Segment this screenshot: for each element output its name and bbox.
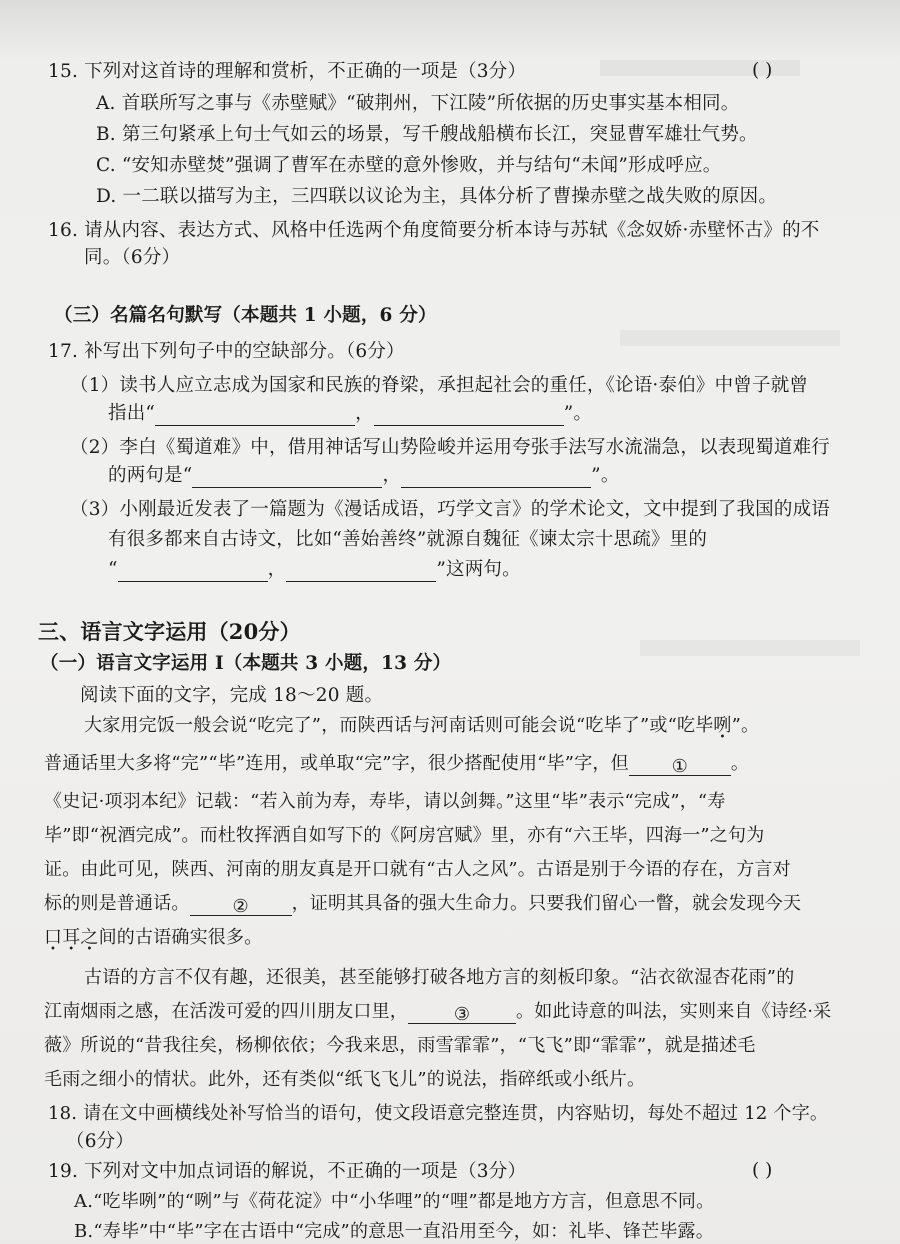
passage-p2-line1: 古语的方言不仅有趣，还很美，甚至能够打破各地方言的刻板印象。“沾衣欲湿杏花雨”的 <box>84 967 795 988</box>
q15-option-c: C. “安知赤壁焚”强调了曹军在赤壁的意外惨败，并与结句“未闻”形成呼应。 <box>96 155 722 176</box>
q16-line-2: 同。（6分） <box>84 247 181 268</box>
text-fragment: 江南烟雨之感，在活泼可爱的四川朋友口里， <box>44 1001 408 1022</box>
passage-p1-line6 <box>44 892 801 916</box>
passage-intro: 阅读下面的文字，完成 18～20 题。 <box>80 685 384 706</box>
blank-1[interactable]: ① <box>629 755 731 776</box>
passage-p1-line1 <box>84 714 759 738</box>
passage-p2-line2 <box>44 1000 831 1024</box>
q17-part1-line2 <box>108 402 592 426</box>
passage-p1-line4: 毕”即“祝酒完成”。而杜牧挥洒自如写下的《阿房宫赋》里，亦有“六王毕，四海一”之句为 <box>44 825 765 846</box>
text-fragment: ”。 <box>563 403 593 424</box>
subsection-heading-language-use-1: （一）语言文字运用 I（本题共 3 小题，13 分） <box>40 653 452 674</box>
q15-answer-bracket[interactable]: ( ) <box>752 60 773 81</box>
text-fragment: ， <box>355 403 374 424</box>
text-fragment: ”。 <box>731 715 760 736</box>
fill-blank-input[interactable] <box>192 467 382 488</box>
q19-stem: 19. 下列对文中加点词语的解说，不正确的一项是（3分） <box>48 1161 527 1182</box>
q15-stem: 15. 下列对这首诗的理解和赏析，不正确的一项是（3分） <box>48 61 527 82</box>
passage-p1-line3: 《史记·项羽本纪》记载：“若入前为寿，寿毕，请以剑舞。”这里“毕”表示“完成”，“寿 <box>44 791 726 812</box>
dotted-word: 口 <box>44 927 63 948</box>
text-fragment: 间的古语确实很多。 <box>98 927 263 948</box>
text-fragment: 。 <box>730 753 750 774</box>
text-fragment: 。如此诗意的叫法，实则来自《诗经·采 <box>516 1001 832 1022</box>
fill-blank-input[interactable] <box>401 467 591 488</box>
bleed-through-mark <box>620 330 840 346</box>
part-heading-language-use: 三、语言文字运用（20分） <box>38 619 301 644</box>
q19-answer-bracket[interactable]: ( ) <box>752 1160 773 1181</box>
dotted-word: 咧 <box>713 715 732 736</box>
blank-3[interactable]: ③ <box>408 1003 516 1024</box>
dotted-word: 耳 <box>62 927 81 948</box>
q16-line-1: 16. 请从内容、表达方式、风格中任选两个角度简要分析本诗与苏轼《念奴娇·赤壁怀古》的不 <box>48 220 820 241</box>
q17-stem: 17. 补写出下列句子中的空缺部分。（6分） <box>48 341 405 362</box>
fill-blank-input[interactable] <box>374 405 564 426</box>
text-fragment: ， <box>267 559 287 580</box>
text-fragment: 大家用完饭一般会说“吃完了”，而陕西话与河南话则可能会说“吃毕了”或“吃毕 <box>84 715 714 736</box>
text-fragment: ”这两句。 <box>436 559 521 580</box>
fill-blank-input[interactable] <box>155 405 355 426</box>
q17-part1-line1: （1）读书人应立志成为国家和民族的脊梁，承担起社会的重任，《论语·泰伯》中曾子就曾 <box>70 375 809 396</box>
fill-blank-input[interactable] <box>118 561 268 582</box>
text-fragment: ，证明其具备的强大生命力。只要我们留心一瞥，就会发现今天 <box>291 893 802 914</box>
q17-part2-line1: （2）李白《蜀道难》中，借用神话写山势险峻并运用夸张手法写水流湍急，以表现蜀道难行 <box>70 437 830 458</box>
q19-option-a: A.“吃毕咧”的“咧”与《荷花淀》中“小华哩”的“哩”都是地方方言，但意思不同。 <box>74 1191 715 1212</box>
bleed-through-mark <box>640 640 860 656</box>
passage-p1-line7 <box>44 926 262 950</box>
passage-p1-line5: 证。由此可见，陕西、河南的朋友真是开口就有“古人之风”。古语是别于今语的存在，方言对 <box>44 859 791 880</box>
q15-option-d: D. 一二联以描写为主，三四联以议论为主，具体分析了曹操赤壁之战失败的原因。 <box>96 186 778 207</box>
q15-option-a: A. 首联所写之事与《赤壁赋》“破荆州，下江陵”所依据的历史事实基本相同。 <box>96 93 740 114</box>
text-fragment: 的两句是“ <box>108 465 193 486</box>
passage-p2-line3: 薇》所说的“昔我往矣，杨柳依依；今我来思，雨雪霏霏”，“飞飞”即“霏霏”，就是描述毛 <box>44 1035 756 1056</box>
text-fragment: ”。 <box>591 465 620 486</box>
q18-line-1: 18. 请在文中画横线处补写恰当的语句，使文段语意完整连贯，内容贴切，每处不超过 12 个字。 <box>48 1103 829 1124</box>
q17-part2-line2 <box>108 464 620 488</box>
text-fragment: 指出“ <box>108 403 156 424</box>
section-heading-mingpian: （三）名篇名句默写（本题共 1 小题，6 分） <box>54 305 437 326</box>
q17-part3-line3 <box>108 558 521 582</box>
passage-p1-line2 <box>44 752 749 776</box>
q19-option-b: B.“寿毕”中“毕”字在古语中“完成”的意思一直沿用至今，如：礼毕、锋芒毕露。 <box>74 1221 714 1242</box>
dotted-word: 之 <box>80 927 99 948</box>
text-fragment: “ <box>108 559 118 580</box>
blank-2[interactable]: ② <box>190 895 292 916</box>
q17-part3-line1: （3）小刚最近发表了一篇题为《漫话成语，巧学文言》的学术论文，文中提到了我国的成语 <box>70 499 830 520</box>
q15-option-b: B. 第三句紧承上句士气如云的场景，写千艘战船横布长江，突显曹军雄壮气势。 <box>96 124 758 145</box>
passage-p2-line4: 毛雨之细小的情状。此外，还有类似“纸飞飞儿”的说法，指碎纸或小纸片。 <box>44 1069 646 1090</box>
q18-line-2: （6分） <box>66 1131 135 1152</box>
fill-blank-input[interactable] <box>286 561 436 582</box>
text-fragment: ， <box>382 465 402 486</box>
q17-part3-line2: 有很多都来自古诗文，比如“善始善终”就源自魏征《谏太宗十思疏》里的 <box>108 529 708 550</box>
text-fragment: 标的则是普通话。 <box>44 893 190 914</box>
text-fragment: 普通话里大多将“完”“毕”连用，或单取“完”字，很少搭配使用“毕”字，但 <box>44 753 629 774</box>
